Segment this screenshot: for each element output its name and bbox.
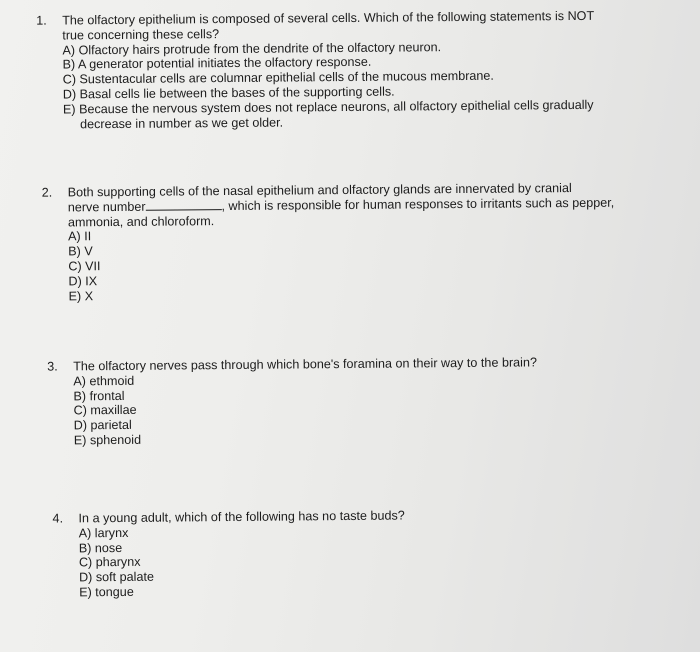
answer-option-e	[63, 97, 677, 132]
question-stem-line: In a young adult, which of the following has no taste buds?	[78, 508, 405, 526]
question-3	[47, 354, 668, 448]
answer-option-e: E) tongue	[79, 584, 134, 600]
question-stem-line: The olfactory epithelium is composed of several cells. Which of the following statements is NOT	[62, 8, 595, 28]
answer-option-e: E) X	[68, 288, 94, 303]
answer-option-d: D) parietal	[73, 418, 132, 433]
question-number: 1.	[36, 13, 47, 28]
answer-blank	[145, 199, 221, 211]
question-stem-line: Both supporting cells of the nasal epithelium and olfactory glands are innervated by cranial	[67, 181, 572, 200]
question-body	[78, 506, 653, 600]
answer-option-d: D) Basal cells lie between the bases of the supporting cells.	[62, 84, 395, 102]
answer-options	[62, 38, 677, 132]
answer-option-a: A) Olfactory hairs protrude from the dendrite of the olfactory neuron.	[62, 39, 442, 58]
answer-options	[68, 224, 683, 303]
question-number: 2.	[41, 185, 53, 200]
question-2	[42, 180, 683, 304]
answer-option-c: C) maxillae	[73, 403, 137, 418]
question-stem-line: ammonia, and chloroform.	[67, 213, 215, 230]
question-number: 3.	[47, 359, 58, 374]
answer-option-b: B) nose	[78, 540, 123, 555]
stem-text: nerve number	[67, 199, 146, 215]
answer-option-a: A) larynx	[78, 525, 129, 541]
answer-option-d: D) IX	[68, 273, 98, 289]
stem-text: , which is responsible for human responses to irritants such as pepper,	[221, 195, 615, 213]
answer-option-b: B) frontal	[73, 388, 125, 403]
answer-option-e-text: E) Because the nervous system does not replace neurons, all olfactory epithelial cells gradually	[62, 97, 594, 117]
question-body	[73, 354, 668, 448]
question-number: 4.	[52, 511, 64, 526]
question-stem-line: The olfactory nerves pass through which bone's foramina on their way to the brain?	[73, 355, 537, 374]
answer-options	[79, 521, 654, 600]
question-1	[36, 8, 677, 132]
question-4	[52, 506, 653, 600]
answer-option-e: E) sphenoid	[73, 432, 142, 448]
answer-option-c: C) pharynx	[78, 555, 141, 570]
question-body	[62, 8, 677, 132]
answer-option-c: C) Sustentacular cells are columnar epithelial cells of the mucous membrane.	[62, 68, 494, 87]
answer-option-d: D) soft palate	[78, 569, 155, 585]
answer-option-a: A) II	[68, 229, 92, 244]
answer-option-b: B) V	[68, 244, 93, 259]
question-body	[68, 180, 683, 304]
answer-options	[73, 369, 668, 448]
answer-option-a: A) ethmoid	[73, 373, 135, 389]
answer-option-e-continuation: decrease in number as we get older.	[80, 115, 284, 131]
answer-option-b: B) A generator potential initiates the olfactory response.	[62, 55, 372, 72]
answer-option-c: C) VII	[68, 259, 101, 274]
question-stem-line: true concerning these cells?	[62, 26, 220, 43]
